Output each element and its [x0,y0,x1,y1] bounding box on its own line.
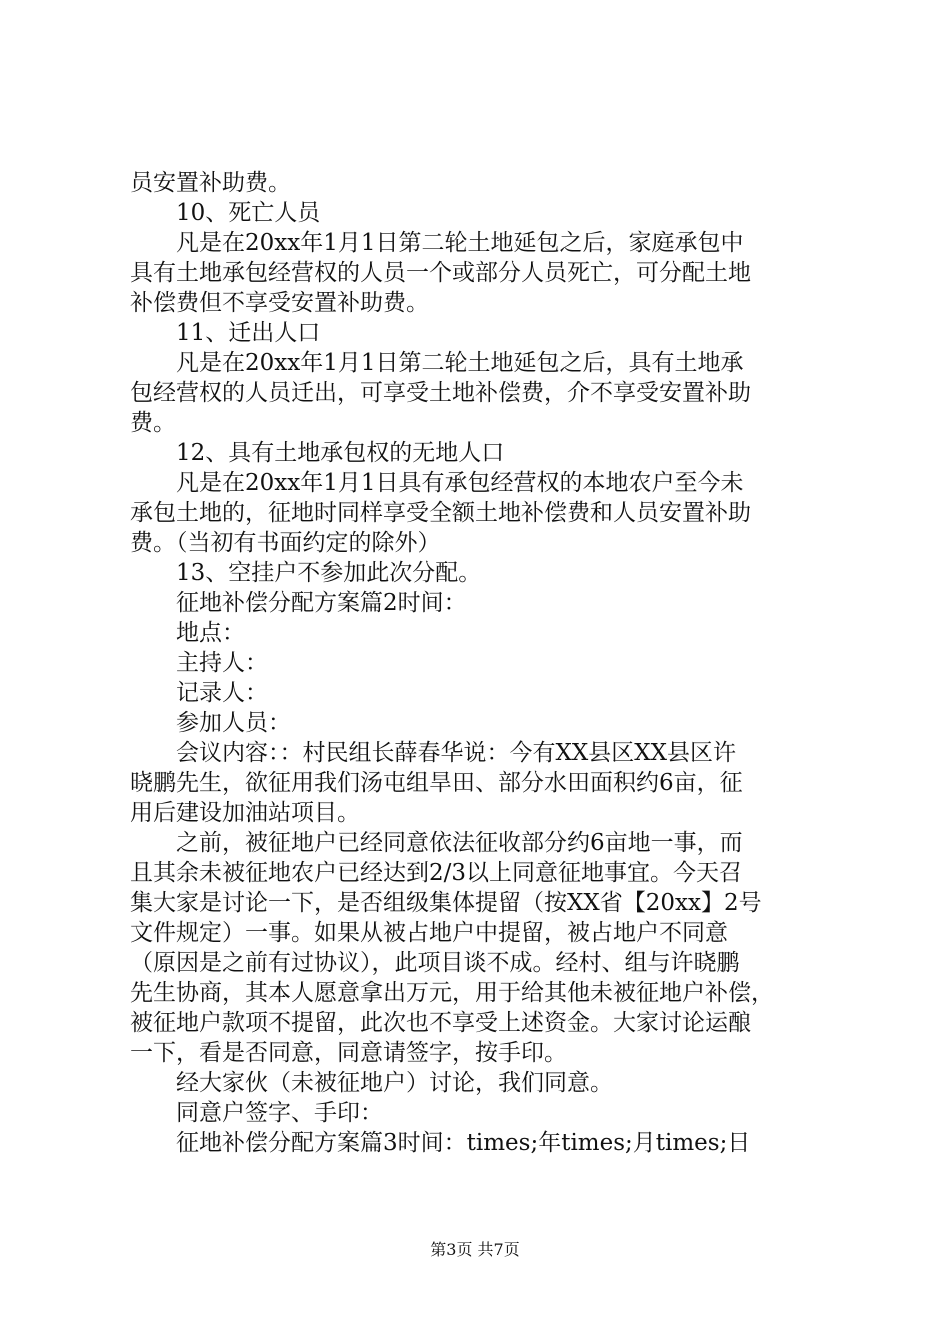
text-line: 12、具有土地承包权的无地人口 [176,440,505,466]
text-line: 凡是在20xx年1月1日第二轮土地延包之后，具有土地承 [176,350,744,376]
text-line: 文件规定）一事。如果从被占地户中提留，被占地户不同意 [130,920,728,946]
page-footer [0,1240,950,1260]
text-line: 主持人： [176,650,268,676]
text-line: 费。 [130,410,176,436]
text-line: 地点： [176,620,245,646]
text-line: 包经营权的人员迁出，可享受土地补偿费，介不享受安置补助 [130,380,751,406]
text-line: 具有土地承包经营权的人员一个或部分人员死亡，可分配土地 [130,260,751,286]
text-line: 费。（当初有书面约定的除外） [130,530,441,556]
text-line: 13、空挂户不参加此次分配。 [176,560,482,586]
text-line: 凡是在20xx年1月1日第二轮土地延包之后，家庭承包中 [176,230,744,256]
text-line: （原因是之前有过协议），此项目谈不成。经村、组与许晓鹏 [130,950,740,976]
text-line: 征地补偿分配方案篇2时间： [176,590,467,616]
text-line: 用后建设加油站项目。 [130,800,360,826]
text-line: 10、死亡人员 [176,200,321,226]
text-line: 且其余未被征地农户已经达到2/3以上同意征地事宜。今天召 [130,860,743,886]
text-line: 承包土地的，征地时同样享受全额土地补偿费和人员安置补助 [130,500,751,526]
text-line: 会议内容：：村民组长薛春华说：今有XX县区XX县区许 [176,740,736,766]
text-line: 晓鹏先生，欲征用我们汤屯组旱田、部分水田面积约6亩，征 [130,770,743,796]
text-line: 11、迁出人口 [176,320,321,346]
text-line: 补偿费但不享受安置补助费。 [130,290,429,316]
text-line: 员安置补助费。 [130,170,291,196]
text-line: 被征地户款项不提留，此次也不享受上述资金。大家讨论运酿 [130,1010,751,1036]
document-body [130,168,830,1158]
text-line: 同意户签字、手印： [176,1100,383,1126]
text-line: 征地补偿分配方案篇3时间：times;年times;月times;日 [176,1130,751,1156]
text-line: 集大家是讨论一下，是否组级集体提留（按XX省【20xx】2号 [130,890,762,916]
text-line: 记录人： [176,680,268,706]
text-line: 参加人员： [176,710,291,736]
text-line: 凡是在20xx年1月1日具有承包经营权的本地农户至今未 [176,470,744,496]
text-line: 一下，看是否同意，同意请签字，按手印。 [130,1040,567,1066]
text-line: 之前，被征地户已经同意依法征收部分约6亩地一事，而 [176,830,743,856]
text-line: 先生协商，其本人愿意拿出万元，用于给其他未被征地户补偿， [130,980,774,1006]
page-number: 第3页 共7页 [430,1240,520,1259]
text-line: 经大家伙（未被征地户）讨论，我们同意。 [176,1070,613,1096]
